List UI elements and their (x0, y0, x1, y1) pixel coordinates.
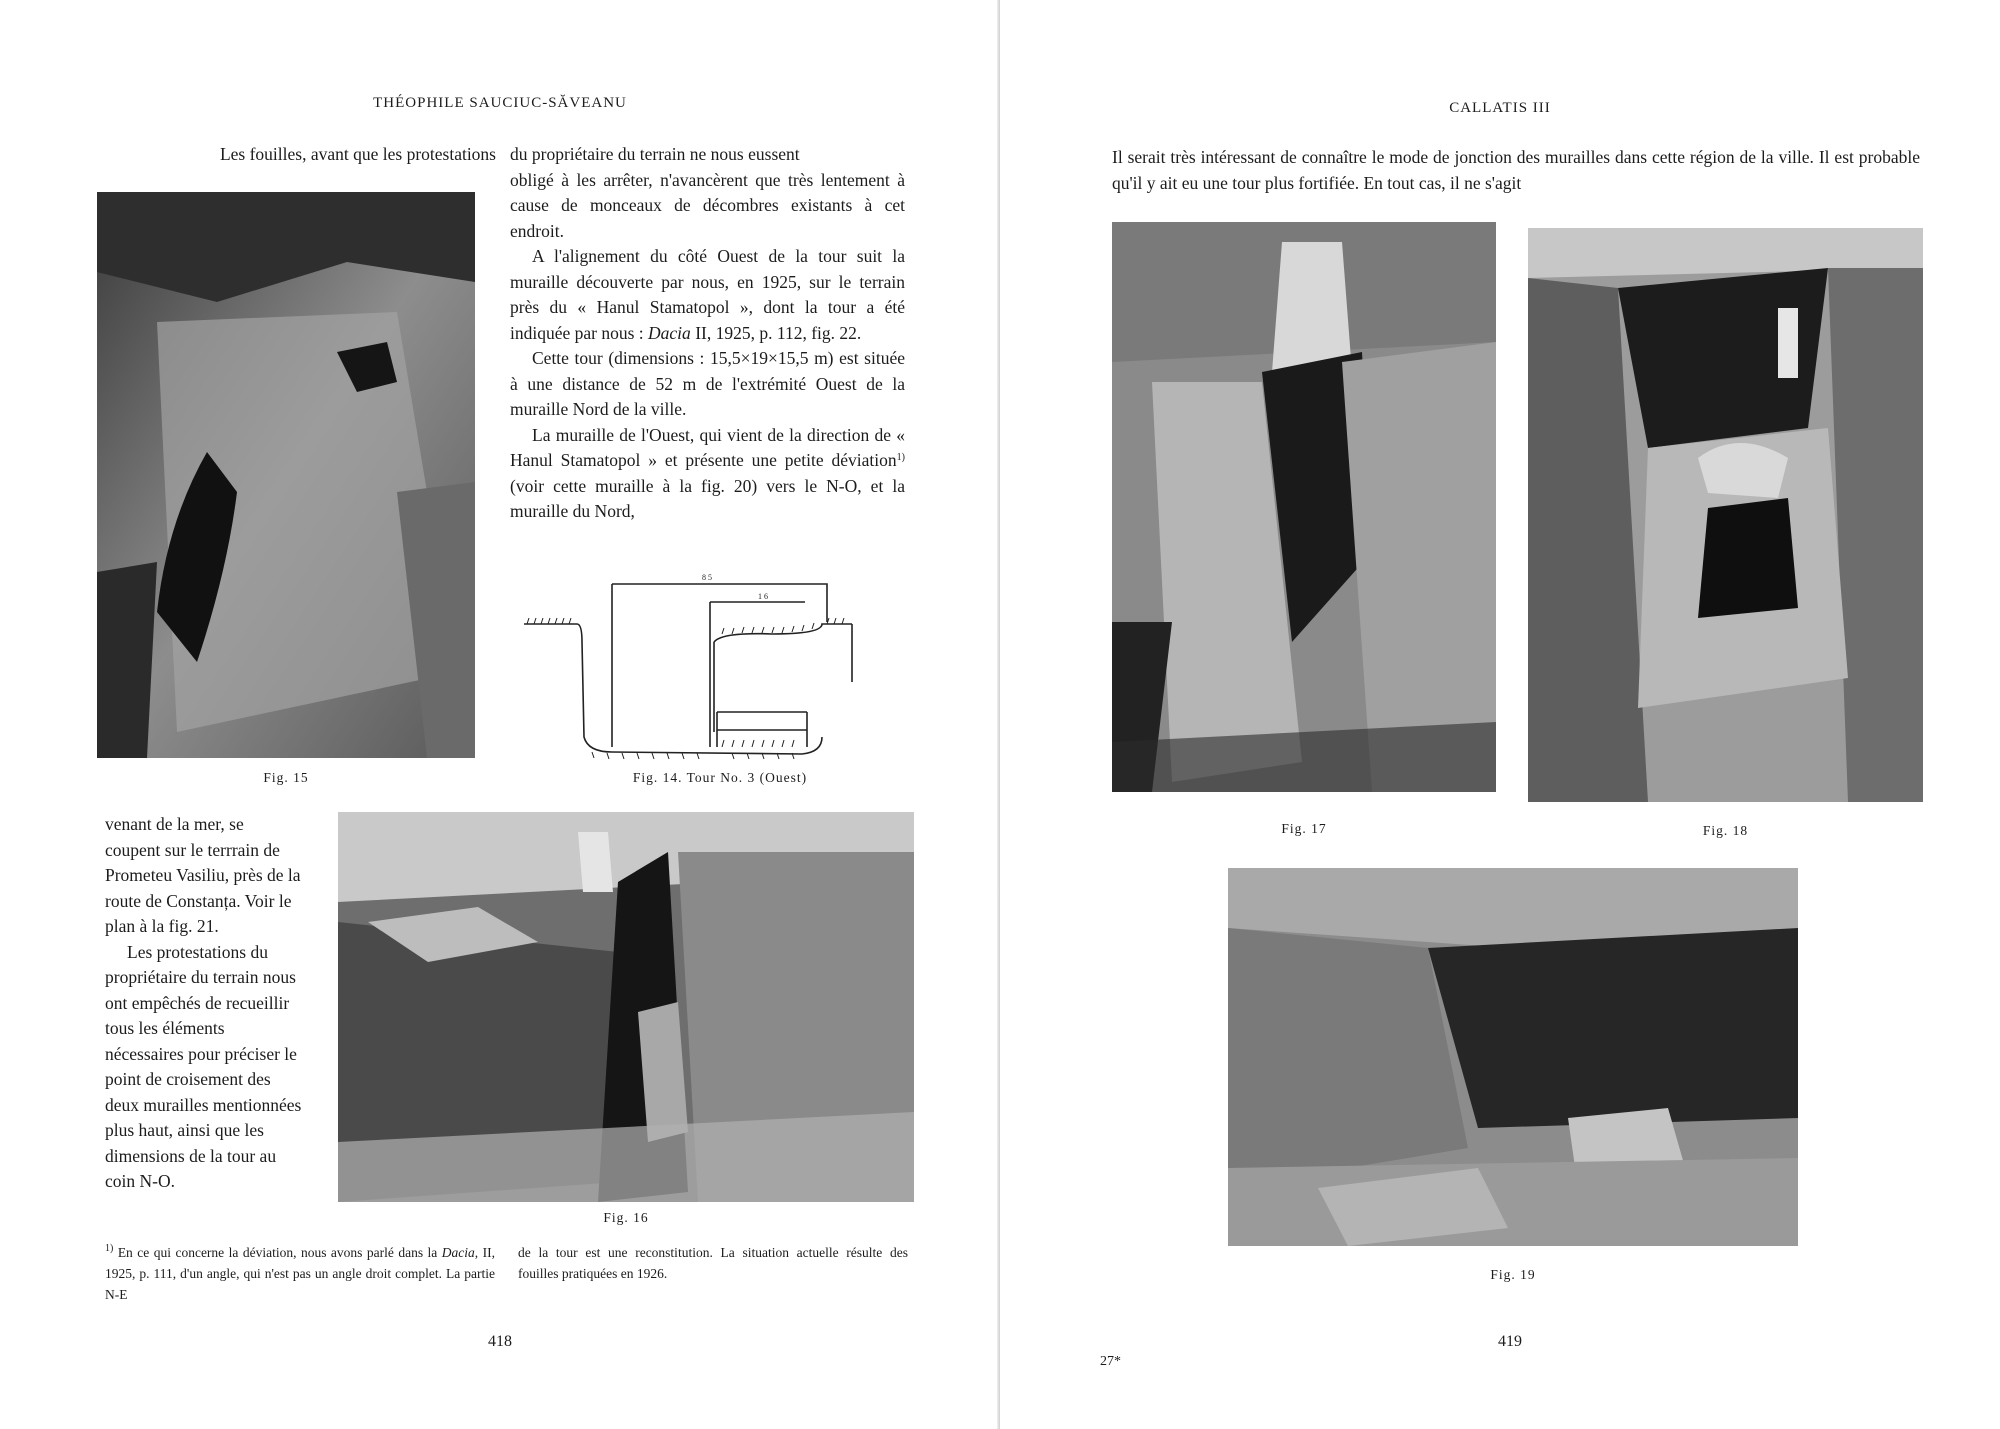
page-number-left: 418 (488, 1333, 512, 1350)
footnote-col-2: de la tour est une reconstitution. La situation actuelle résulte des fouilles pratiquées en 1926. (518, 1245, 908, 1281)
fig14-caption: Fig. 14. Tour No. 3 (Ouest) (632, 770, 808, 785)
paragraph-2: A l'alignement du côté Ouest de la tour suit la muraille découverte par nous, en 1925, sur le terrain près du « Hanul Stamatopol », dont la tour a été indiquée par nous : Dacia II, 1925, p. 112, fig. 22. (510, 246, 905, 343)
fig18-photo (1528, 228, 1923, 802)
fig18-caption: Fig. 18 (1702, 823, 1749, 838)
paragraph-4: La muraille de l'Ouest, qui vient de la direction de « Hanul Stamatopol » et présente une petite déviation$^{1)}$ (voir cette muraille à la fig. 20) vers le N-O, et la muraille du Nord, (510, 424, 905, 521)
page-number-right: 419 (1498, 1333, 1522, 1350)
running-header-left: THÉOPHILE SAUCIUC-SĂVEANU (373, 95, 627, 111)
fig14-plan (522, 562, 878, 762)
signature-mark: 27* (1100, 1354, 1121, 1369)
fig19-caption: Fig. 19 (1490, 1267, 1536, 1282)
footnote-ref: 1) (896, 452, 905, 463)
fig19-photo (1228, 868, 1798, 1246)
paragraph-3: Cette tour (dimensions : 15,5×19×15,5 m) est située à une distance de 52 m de l'extrémité Ouest de la muraille Nord de la ville. (510, 348, 905, 419)
footnote-col-1: $^{1)}$ En ce qui concerne la déviation, nous avons parlé dans la Dacia, II, 1925, p. 111, d'un angle, qui n'est pas un angle droit complet. La partie N-E (105, 1243, 495, 1302)
right-paragraph: Il serait très intéressant de connaître le mode de jonction des murailles dans cette région de la ville. Il est probable qu'il y ait eu une tour plus fortifiée. En tout cas, il ne s'agit (1112, 147, 1920, 193)
fig16-caption: Fig. 16 (603, 1210, 649, 1225)
fig15-caption: Fig. 15 (263, 770, 309, 785)
narrow-paragraph-1: venant de la mer, se coupent sur le terrrain de Prometeu Vasiliu, près de la route de Constanța. Voir le plan à la fig. 21. (105, 814, 301, 936)
running-header-right: CALLATIS III (1449, 100, 1551, 116)
intro-line-left: Les fouilles, avant que les protestations (219, 144, 496, 164)
plan-label-top: 8 5 (702, 573, 712, 582)
text-column-right (510, 142, 905, 525)
narrow-paragraph-2: Les protestations du propriétaire du terrain nous ont empêchés de recueillir tous les éléments nécessaires pour préciser le point de croisement des deux murailles mentionnées plus haut, ainsi que les dimensions de la tour au coin N-O. (105, 941, 302, 1191)
fig17-photo (1112, 222, 1496, 792)
plan-label-inner: 1 6 (758, 592, 768, 601)
right-page (1000, 0, 2000, 1429)
paragraph-1-start: du propriétaire du terrain ne nous eussent (510, 144, 800, 164)
fig15-photo (97, 192, 475, 758)
paragraph-1-rest: obligé à les arrêter, n'avancèrent que très lentement à cause de monceaux de décombres existants à cet endroit. (510, 169, 905, 241)
text-column-narrow (105, 812, 303, 1195)
fig16-photo (338, 812, 914, 1202)
fig17-caption: Fig. 17 (1281, 821, 1327, 836)
footnote-marker: 1) (105, 1243, 114, 1254)
